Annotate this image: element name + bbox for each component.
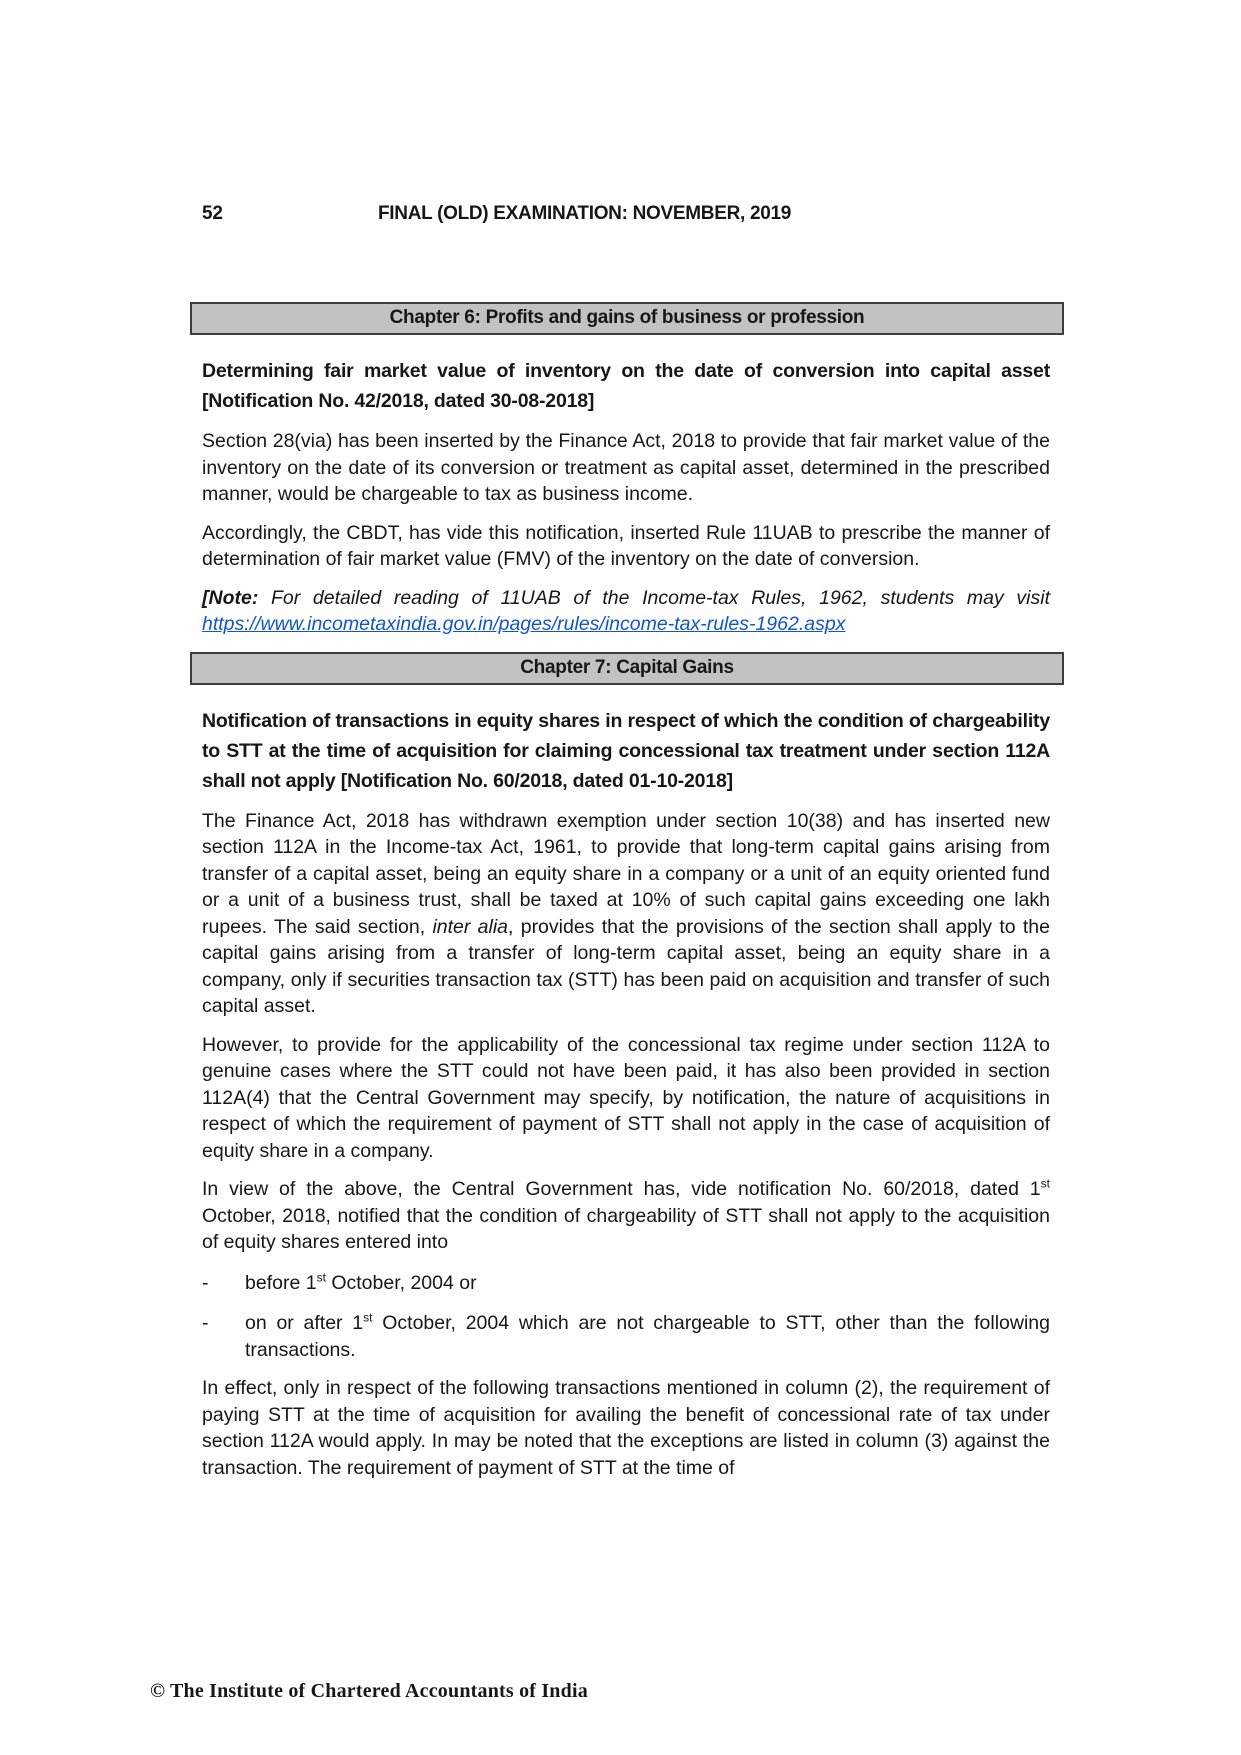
page-header-title: FINAL (OLD) EXAMINATION: NOVEMBER, 2019 [378,203,792,224]
paragraph-notification-60-intro [202,1176,1050,1256]
text-run: before 1 [245,1271,317,1294]
text-run: Section 28(via) has been inserted by the Finance Act, 2018 to provide that fair market value of the inventory on the date of its conversion or treatment as capital asset, determined in the prescribed manner, would be chargeable to tax as business income. [202,430,1050,505]
text-run: inter alia [432,915,509,938]
text-run: October, 2018, notified that the condition of chargeability of STT shall not apply to the acquisition of equity shares entered into [202,1204,1050,1253]
chapter7-banner: Chapter 7: Capital Gains [190,652,1064,685]
bullet-dash: - [202,1271,209,1294]
text-run: Determining fair market value of inventory on the date of conversion into capital asset [Notification No. 42/2018, dated 30-08-2018] [202,360,1050,412]
bullet-text [245,1270,1050,1297]
paragraph-finance-act-112a [202,808,1050,1020]
text-run: In view of the above, the Central Government has, vide notification No. 60/2018, dated 1 [202,1178,1041,1200]
text-run: October, 2004 or [325,1271,477,1294]
paragraph-note [202,585,1050,638]
text-run: The Finance Act, 2018 has withdrawn exemption under section 10(38) and has inserted new section 112A in the Income-tax Act, 1961, to provide that long-term capital gains arising from transfer of a capital asset, being an equity share in a company or a unit of an equity oriented fund or a unit of a business trust, shall be taxed at 10% of such capital gains exceeding one lakh rupees. The said section, [202,809,1050,938]
paragraph-section-28via [202,428,1050,508]
paragraph-in-effect [202,1375,1050,1481]
text-run: October, 2004 which are not chargeable to STT, other than the following transactions. [245,1312,1050,1361]
ordinal-superscript: st [1040,1176,1050,1191]
text-run: , provides that the provisions of the section shall apply to the capital gains arising from a transfer of long-term capital asset, being an equity share in a company, only if securities transaction tax (STT) has been paid on acquisition and transfer of such capital asset. [202,915,1050,1017]
ordinal-superscript: st [316,1270,326,1284]
text-run: [Note: [202,586,259,609]
text-run: Accordingly, the CBDT, has vide this notification, inserted Rule 11UAB to prescribe the manner of determination of fair market value (FMV) of the inventory on the date of conversion. [202,521,1050,570]
copyright-footer: © The Institute of Chartered Accountants of India [150,1680,588,1702]
income-tax-rules-link[interactable]: https://www.incometaxindia.gov.in/pages/rules/income-tax-rules-1962.aspx [202,613,846,635]
paragraph-cbdt-rule-11uab [202,520,1050,573]
notification-42-heading [202,356,1050,416]
text-run: Notification of transactions in equity shares in respect of which the condition of chargeability to STT at the time of acquisition for claiming concessional tax treatment under section 112A shall not apply [Notification No. 60/2018, dated 01-10-2018] [202,709,1050,792]
bullet-dash: - [202,1312,209,1334]
bullet-before-october-2004 [202,1270,1050,1297]
text-run: For detailed reading of 11UAB of the Income-tax Rules, 1962, students may visit [258,586,1050,609]
document-content [202,302,1050,1481]
notification-60-heading [202,706,1050,796]
text-run: on or after 1 [245,1312,364,1334]
bullet-text [245,1310,1050,1363]
bullet-on-or-after-october-2004 [202,1310,1050,1363]
ordinal-superscript: st [363,1310,373,1325]
page-number: 52 [202,203,223,224]
text-run: However, to provide for the applicability of the concessional tax regime under section 112A to genuine cases where the STT could not have been paid, it has also been provided in section 112A(4) that the Central Government may specify, by notification, the nature of acquisitions in respect of which the requirement of payment of STT shall not apply in the case of acquisition of equity share in a company. [202,1033,1050,1162]
text-run: In effect, only in respect of the following transactions mentioned in column (2), the requirement of paying STT at the time of acquisition for availing the benefit of concessional rate of tax under section 112A would apply. In may be noted that the exceptions are listed in column (3) against the transaction. The requirement of payment of STT at the time of [202,1377,1050,1479]
chapter6-banner: Chapter 6: Profits and gains of business or profession [190,302,1064,335]
paragraph-112a4-provision [202,1032,1050,1165]
